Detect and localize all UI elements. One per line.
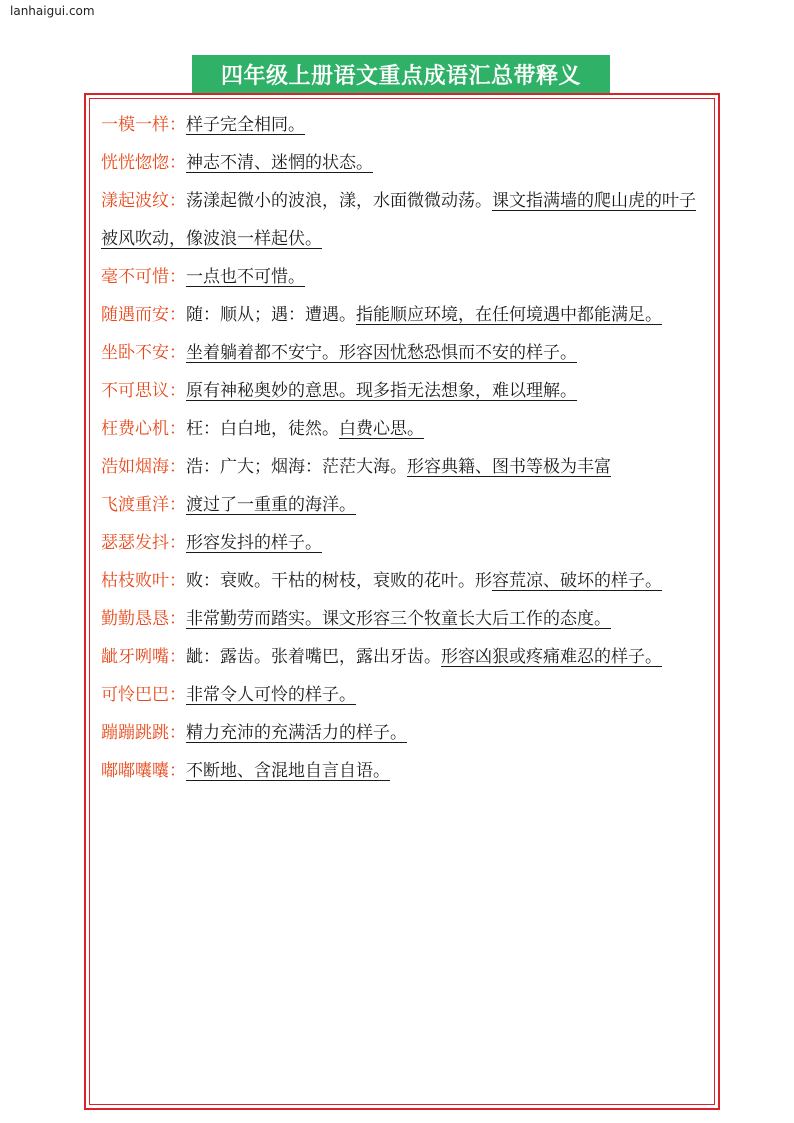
idiom-term: 嘟嘟囔囔： xyxy=(101,761,186,781)
idiom-meaning: 渡过了一重重的海洋。 xyxy=(186,495,356,515)
idiom-term: 一模一样： xyxy=(101,115,186,135)
idiom-term: 不可思议： xyxy=(101,381,186,401)
idiom-meaning: 非常令人可怜的样子。 xyxy=(186,685,356,705)
idiom-list xyxy=(101,106,705,790)
idiom-term: 漾起波纹： xyxy=(101,191,186,211)
idiom-meaning: 形容发抖的样子。 xyxy=(186,533,322,553)
idiom-term: 随遇而安： xyxy=(101,305,186,325)
idiom-note: 败：衰败。干枯的树枝，衰败的花叶。形 xyxy=(186,571,492,591)
idiom-term: 恍恍惚惚： xyxy=(101,153,186,173)
idiom-meaning: 形容凶狠或疼痛难忍的样子。 xyxy=(441,647,662,667)
list-item xyxy=(101,638,705,676)
idiom-term: 毫不可惜： xyxy=(101,267,186,287)
list-item xyxy=(101,600,705,638)
list-item xyxy=(101,296,705,334)
idiom-note: 浩：广大；烟海：茫茫大海。 xyxy=(186,457,407,477)
idiom-note: 荡漾起微小的波浪，漾，水面微微动荡。 xyxy=(186,191,492,211)
idiom-term: 坐卧不安： xyxy=(101,343,186,363)
idiom-note: 龇：露齿。张着嘴巴，露出牙齿。 xyxy=(186,647,441,667)
list-item xyxy=(101,486,705,524)
list-item xyxy=(101,182,705,258)
list-item xyxy=(101,524,705,562)
idiom-term: 龇牙咧嘴： xyxy=(101,647,186,667)
list-item xyxy=(101,676,705,714)
idiom-term: 勤勤恳恳： xyxy=(101,609,186,629)
idiom-meaning: 不断地、含混地自言自语。 xyxy=(186,761,390,781)
idiom-term: 枯枝败叶： xyxy=(101,571,186,591)
idiom-note: 随：顺从；遇：遭遇。 xyxy=(186,305,356,325)
list-item xyxy=(101,106,705,144)
list-item xyxy=(101,562,705,600)
idiom-meaning: 一点也不可惜。 xyxy=(186,267,305,287)
idiom-meaning: 形容典籍、图书等极为丰富 xyxy=(407,457,611,477)
idiom-term: 蹦蹦跳跳： xyxy=(101,723,186,743)
page-title: 四年级上册语文重点成语汇总带释义 xyxy=(192,55,610,94)
idiom-note: 枉：白白地，徒然。 xyxy=(186,419,339,439)
idiom-meaning: 原有神秘奥妙的意思。现多指无法想象，难以理解。 xyxy=(186,381,577,401)
list-item xyxy=(101,144,705,182)
list-item xyxy=(101,372,705,410)
list-item xyxy=(101,258,705,296)
idiom-meaning: 容荒凉、破坏的样子。 xyxy=(492,571,662,591)
idiom-meaning: 神志不清、迷惘的状态。 xyxy=(186,153,373,173)
list-item xyxy=(101,752,705,790)
idiom-meaning: 指能顺应环境，在任何境遇中都能满足。 xyxy=(356,305,662,325)
idiom-meaning: 样子完全相同。 xyxy=(186,115,305,135)
idiom-meaning: 坐着躺着都不安宁。形容因忧愁恐惧而不安的样子。 xyxy=(186,343,577,363)
idiom-meaning: 白费心思。 xyxy=(339,419,424,439)
idiom-term: 可怜巴巴： xyxy=(101,685,186,705)
idiom-meaning: 课文指满墙的爬山虎的叶子被风吹动，像波浪一样起伏。 xyxy=(101,191,696,249)
list-item xyxy=(101,334,705,372)
site-watermark: lanhaigui.com xyxy=(10,4,95,18)
idiom-term: 飞渡重洋： xyxy=(101,495,186,515)
idiom-meaning: 非常勤劳而踏实。课文形容三个牧童长大后工作的态度。 xyxy=(186,609,611,629)
list-item xyxy=(101,448,705,486)
idiom-meaning: 精力充沛的充满活力的样子。 xyxy=(186,723,407,743)
idiom-term: 浩如烟海： xyxy=(101,457,186,477)
idiom-term: 瑟瑟发抖： xyxy=(101,533,186,553)
list-item xyxy=(101,714,705,752)
list-item xyxy=(101,410,705,448)
idiom-term: 枉费心机： xyxy=(101,419,186,439)
